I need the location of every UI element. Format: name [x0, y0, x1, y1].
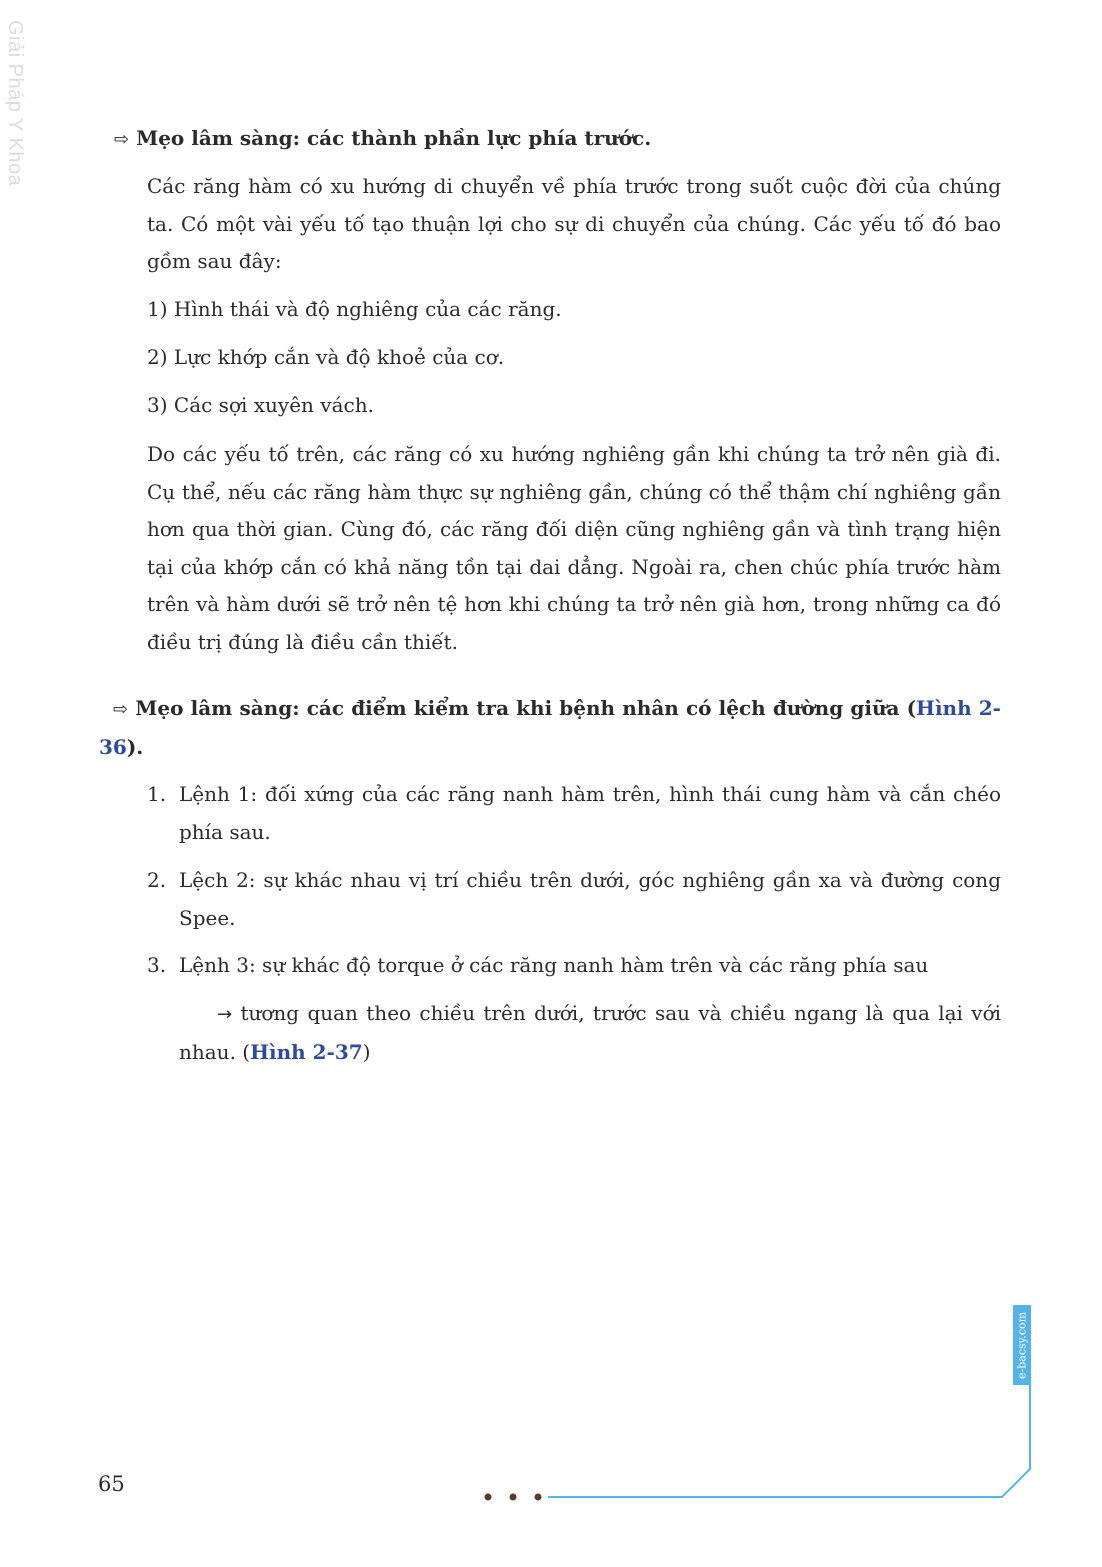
arrow-right-icon: → — [217, 1004, 233, 1025]
list-item-text: Các sợi xuyên vách. — [173, 393, 374, 417]
tip2-heading-text: Mẹo lâm sàng: các điểm kiểm tra khi bệnh nhân có lệch đường giữa ( — [135, 696, 917, 720]
list-item — [147, 862, 1001, 937]
list-item-number: 3. — [147, 953, 167, 977]
list-item-text: Lệch 2: sự khác nhau vị trí chiều trên dưới, góc nghiêng gần xa và đường cong Spee. — [179, 868, 1001, 930]
list-item — [147, 776, 1001, 851]
tip1-heading-text: Mẹo lâm sàng: các thành phần lực phía trước. — [136, 126, 652, 150]
side-title: Giải Pháp Y Khoa — [4, 20, 26, 187]
list-item — [147, 291, 1001, 329]
footer-line — [548, 1380, 1030, 1497]
tip1-intro: Các răng hàm có xu hướng di chuyển về phía trước trong suốt cuộc đời của chúng ta. Có một vài yếu tố tạo thuận lợi cho sự di chuyển của chúng. Các yếu tố đó bao gồm sau đây: — [147, 174, 1001, 273]
list-item-number: 1. — [147, 782, 167, 806]
tip1-heading — [114, 120, 1014, 159]
tip1-conclusion: Do các yếu tố trên, các răng có xu hướng nghiêng gần khi chúng ta trở nên già đi. Cụ thể, nếu các răng hàm thực sự nghiêng gần, chúng có thể thậm chí nghiêng gần hơn qua thời gian. Cùng đó, các răng đối diện cũng nghiêng gần và tình trạng hiện tại của khớp cắn có khả năng tồn tại dai dẳng. Ngoài ra, chen chúc phía trước hàm trên và hàm dưới sẽ trở nên tệ hơn khi chúng ta trở nên già hơn, trong những ca đó điều trị đúng là điều cần thiết. — [147, 442, 1001, 654]
footer-decoration — [470, 1380, 1040, 1510]
figure-link[interactable]: Hình 2-37 — [250, 1039, 363, 1064]
tip2-note-text: tương quan theo chiều trên dưới, trước sau và chiều ngang là qua lại với nhau. ( — [179, 1001, 1002, 1064]
tip2-heading: ⇨ Mẹo lâm sàng: các điểm kiểm tra khi bệnh nhân có lệch đường giữa (Hình 2-36). — [99, 696, 1001, 759]
page-number: 65 — [98, 1472, 125, 1496]
footer-dot — [535, 1494, 542, 1501]
list-item — [147, 339, 1001, 377]
list-item-number: 1) — [147, 297, 168, 321]
watermark: e-bacsy.com — [1013, 1305, 1031, 1385]
list-item — [147, 947, 1001, 985]
list-item — [147, 387, 1001, 425]
arrow-right-icon: ⇨ — [114, 129, 130, 150]
list-item-number: 2) — [147, 345, 168, 369]
footer-dot — [510, 1494, 517, 1501]
list-item-text: Lệnh 1: đối xứng của các răng nanh hàm trên, hình thái cung hàm và cắn chéo phía sau. — [179, 782, 1001, 844]
figure-link[interactable]: Hình 2-36 — [99, 696, 1001, 759]
list-item-text: Lực khớp cắn và độ khoẻ của cơ. — [173, 345, 505, 369]
arrow-right-icon: ⇨ — [113, 699, 129, 720]
list-item-text: Lệnh 3: sự khác độ torque ở các răng nanh hàm trên và các răng phía sau — [179, 953, 929, 977]
footer-dot — [485, 1494, 492, 1501]
list-item-text: Hình thái và độ nghiêng của các răng. — [173, 297, 562, 321]
tip2-note: → tương quan theo chiều trên dưới, trước sau và chiều ngang là qua lại với nhau. (Hình 2-37) — [179, 1001, 1002, 1064]
list-item-number: 2. — [147, 868, 167, 892]
list-item-number: 3) — [147, 393, 168, 417]
